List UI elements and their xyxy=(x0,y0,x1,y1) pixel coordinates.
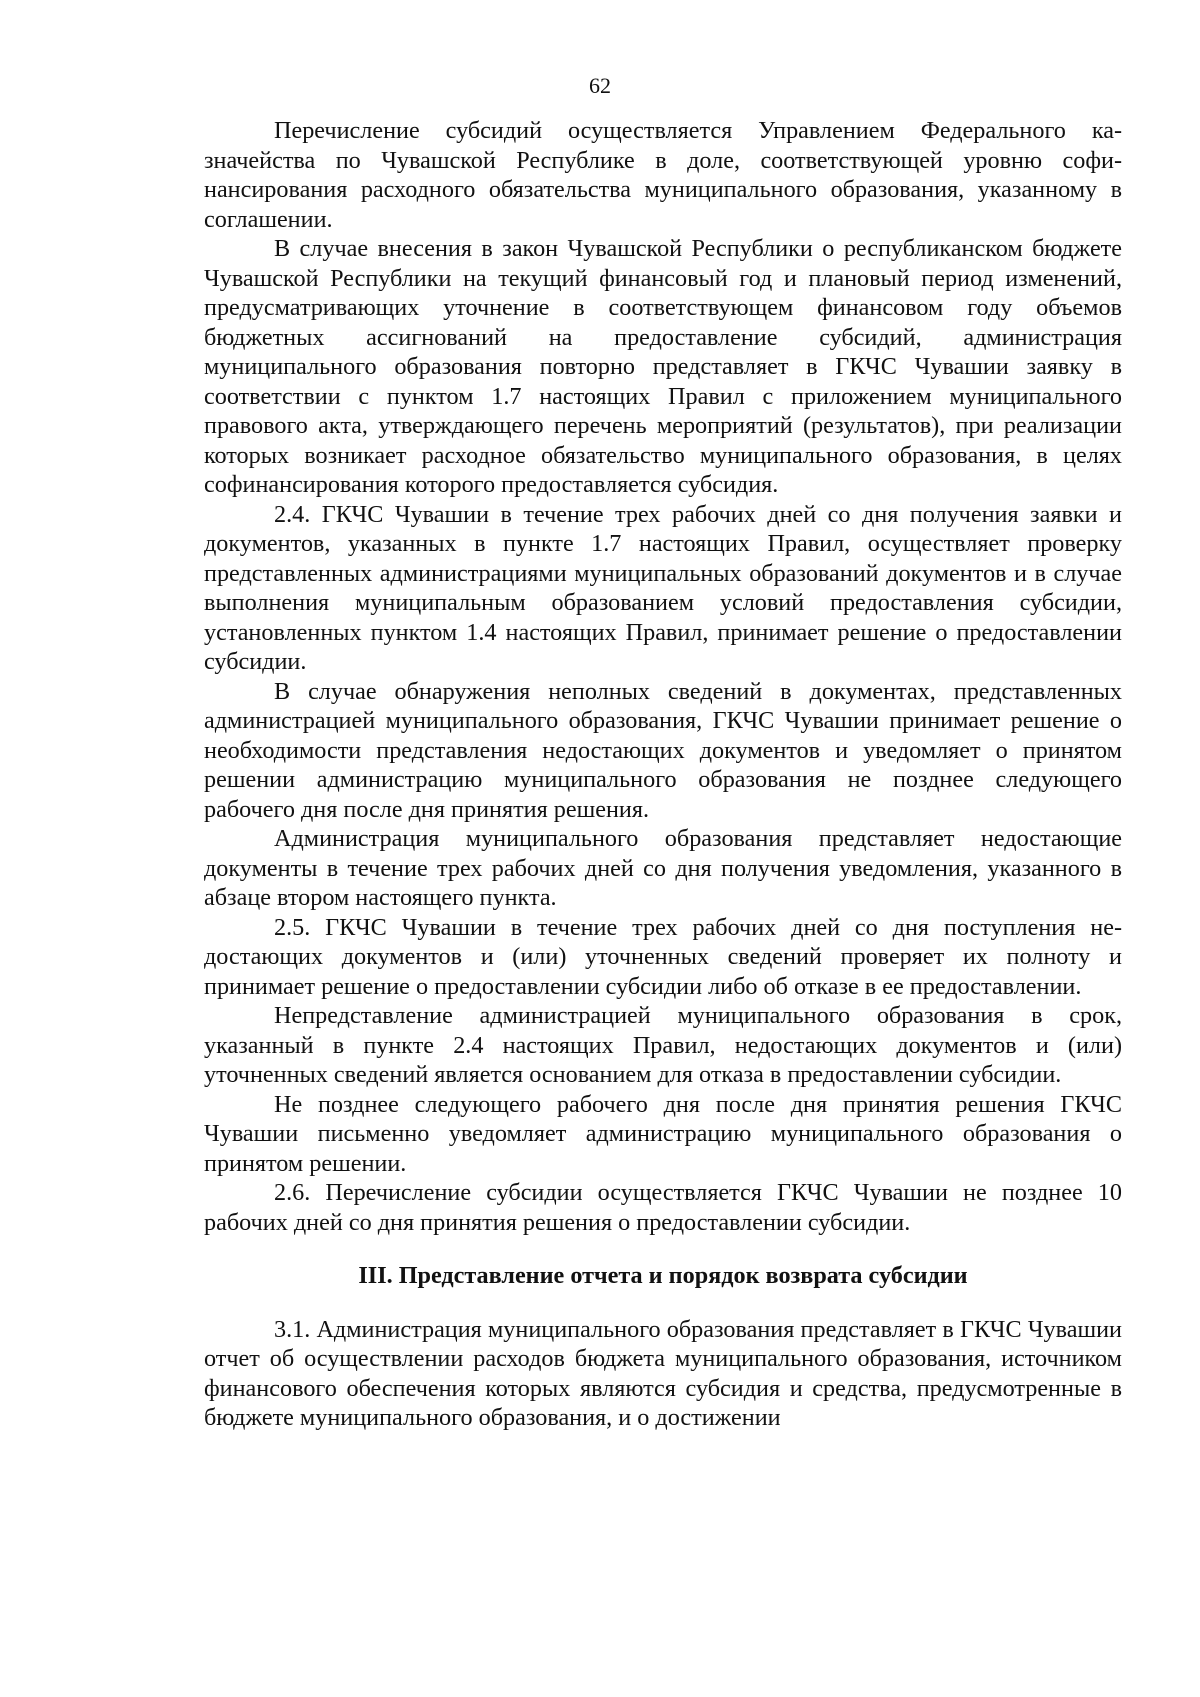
paragraph-incomplete-info: В случае обнаружения неполных сведений в документах, представленных администрацией муниципального образования, ГКЧС Чувашии принимает решение о необходимости представления недостающих документов и уведомляет о принятом решении администрацию муниципального образования не позднее следующего рабочего дня после дня принятия решения. xyxy=(204,677,1122,823)
paragraph-notification: Не позднее следующего рабочего дня после дня принятия решения ГКЧС Чувашии письменно уведомляет администрацию муниципального образования о принятом решении. xyxy=(204,1090,1122,1177)
paragraph-2-5: 2.5. ГКЧС Чувашии в течение трех рабочих дней со дня поступления недостающих документов и (или) уточненных сведений проверяет их полноту и принимает решение о предоставлении субсидии либо об отказе в ее предоставлении. xyxy=(204,913,1122,1000)
paragraph-2: В случае внесения в закон Чувашской Республики о республиканском бюджете Чувашской Республики на текущий финансовый год и плановый период изменений, предусматривающих уточнение в соответствующем финансовом году объемов бюджетных ассигнований на предоставление субсидий, администрация муниципального образования повторно представляет в ГКЧС Чувашии заявку в соответствии с пунктом 1.7 настоящих Правил с приложением муниципального правового акта, утверждающего перечень мероприятий (результатов), при реализации которых возникает расходное обязательство муниципального образования, в целях софинансирования которого предоставляется субсидия. xyxy=(204,235,1122,498)
section-heading: III. Представление отчета и порядок возврата субсидии xyxy=(358,1262,968,1289)
paragraph-non-submission: Непредставление администрацией муниципального образования в срок, указанный в пункте 2.4 настоящих Правил, недостающих документов и (или) уточненных сведений является основанием для отказа в предоставлении субсидии. xyxy=(204,1002,1122,1088)
paragraph-missing-docs: Администрация муниципального образования представляет недостающие документы в течение трех рабочих дней со дня получения уведомления, указанного в абзаце втором настоящего пункта. xyxy=(204,825,1122,911)
paragraph-3-1: 3.1. Администрация муниципального образования представляет в ГКЧС Чувашии отчет об осуществлении расходов бюджета муниципального образования, источником финансового обеспечения которых являются субсидия и средства, предусмотренные в бюджете муниципального образования, и о достижении xyxy=(204,1315,1122,1431)
page-number: 62 xyxy=(589,73,611,98)
paragraph-1: Перечисление субсидий осуществляется Управлением Федерального казначейства по Чувашской Республике в доле, соответствующей уровню софинансирования расходного обязательства муниципального образования, указанному в соглашении. xyxy=(204,117,1122,233)
document-body xyxy=(204,116,1122,1433)
paragraph-2-6: 2.6. Перечисление субсидии осуществляется ГКЧС Чувашии не позднее 10 рабочих дней со дня принятия решения о предоставлении субсидии. xyxy=(204,1179,1122,1236)
paragraph-2-4: 2.4. ГКЧС Чувашии в течение трех рабочих дней со дня получения заявки и документов, указанных в пункте 1.7 настоящих Правил, осуществляет проверку представленных администрациями муниципальных образований документов и в случае выполнения муниципальным образованием условий предоставления субсидии, установленных пунктом 1.4 настоящих Правил, принимает решение о предоставлении субсидии. xyxy=(204,500,1122,675)
